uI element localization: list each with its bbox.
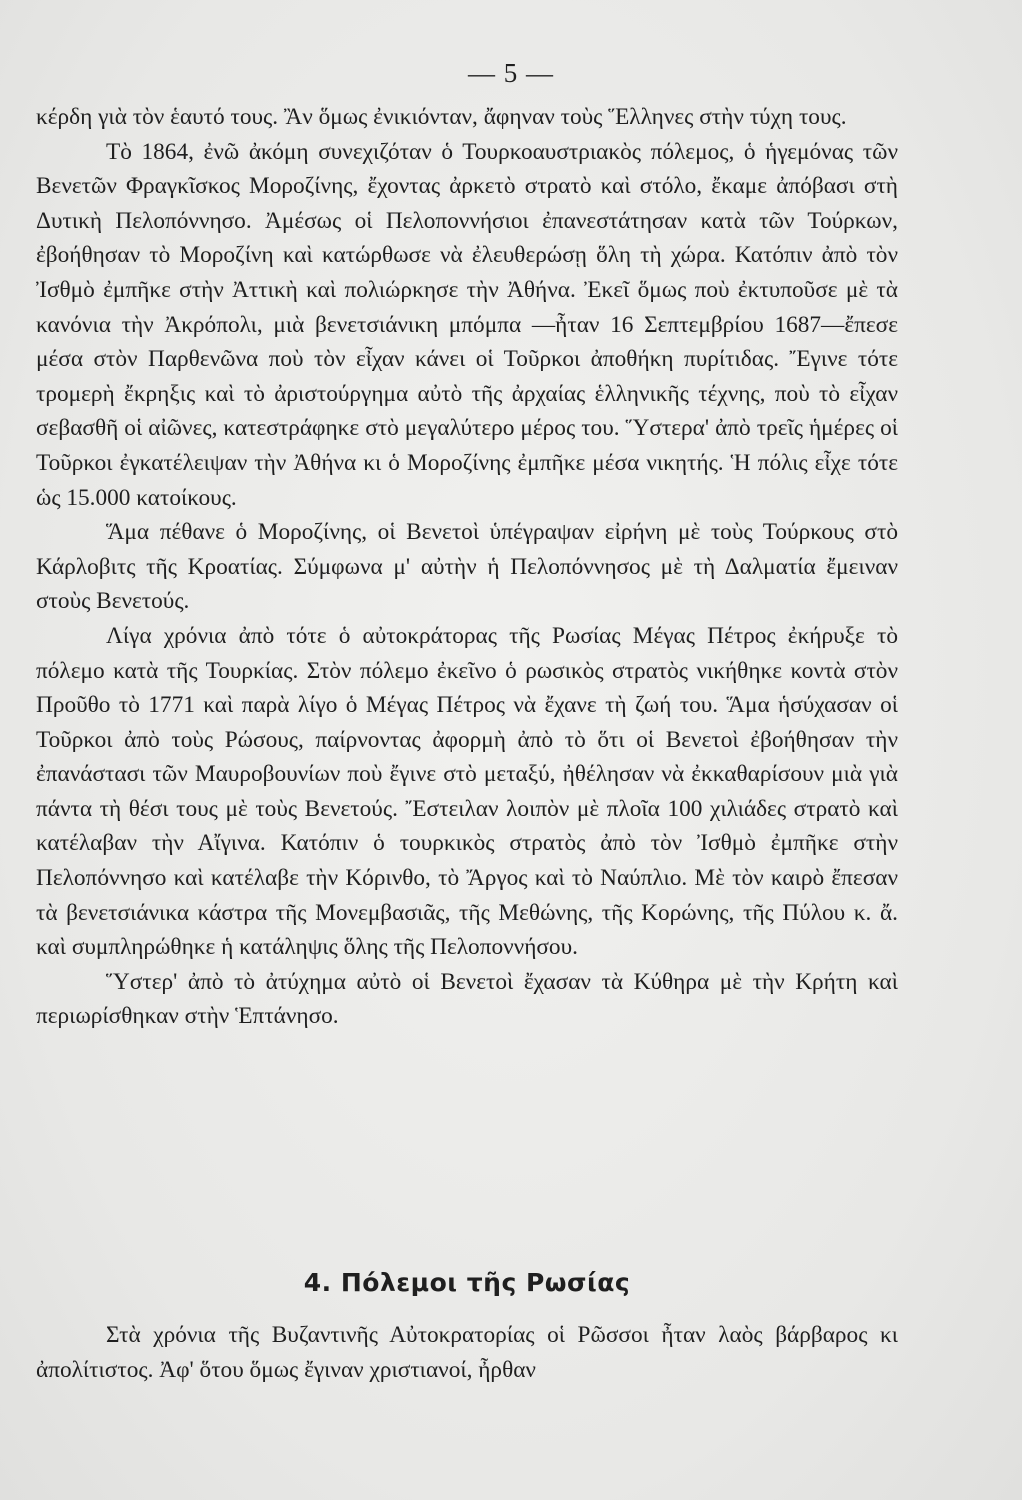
paragraph: Ὕστερ' ἀπὸ τὸ ἀτύχημα αὐτὸ οἱ Βενετοὶ ἔχασαν τὰ Κύθηρα μὲ τὴν Κρήτη καὶ περιωρίσθηκαν στὴν Ἑπτάνησο. [36, 968, 898, 1030]
paragraph: Ἅμα πέθανε ὁ Μοροζίνης, οἱ Βενετοὶ ὑπέγραψαν εἰρήνη μὲ τοὺς Τούρκους στὸ Κάρλοβιτς τῆς Κροατίας. Σύμφωνα μ' αὐτὴν ἡ Πελοπόννησος μὲ τὴ Δαλματία ἔμειναν στοὺς Βενετούς. [36, 519, 898, 615]
section-text [36, 1318, 898, 1387]
paragraph: κέρδη γιὰ τὸν ἑαυτό τους. Ἂν ὅμως ἐνικιόνταν, ἄφηναν τοὺς Ἕλληνες στὴν τύχη τους. [36, 104, 847, 130]
paragraph: Τὸ 1864, ἐνῶ ἀκόμη συνεχιζόταν ὁ Τουρκοαυστριακὸς πόλεμος, ὁ ἡγεμόνας τῶν Βενετῶν Φραγκῖσκος Μοροζίνης, ἔχοντας ἀρκετὸ στρατὸ καὶ στόλο, ἔκαμε ἀπόβασι στὴ Δυτικὴ Πελοπόννησο. Ἀμέσως οἱ Πελοποννήσιοι ἐπανεστάτησαν κατὰ τῶν Τούρκων, ἐβοήθησαν τὸ Μοροζίνη καὶ κατώρθωσε νὰ ἐλευθερώσῃ ὅλη τὴ χώρα. Κατόπιν ἀπὸ τὸν Ἰσθμὸ ἐμπῆκε στὴν Ἀττικὴ καὶ πολιώρκησε τὴν Ἀθήνα. Ἐκεῖ ὅμως ποὺ ἐκτυποῦσε μὲ τὰ κανόνια τὴν Ἀκρόπολι, μιὰ βενετσιάνικη μπόμπα —ἦταν 16 Σεπτεμβρίου 1687—ἔπεσε μέσα στὸν Παρθενῶνα ποὺ τὸν εἶχαν κάνει οἱ Τοῦρκοι ἀποθήκη πυρίτιδας. Ἔγινε τότε τρομερὴ ἔκρηξις καὶ τὸ ἀριστούργημα αὐτὸ τῆς ἀρχαίας ἑλληνικῆς τέχνης, ποὺ τὸ εἶχαν σεβασθῆ οἱ αἰῶνες, κατεστράφηκε στὸ μεγαλύτερο μέρος του. Ὕστερα' ἀπὸ τρεῖς ἡμέρες οἱ Τοῦρκοι ἐγκατέλειψαν τὴν Ἀθήνα κι ὁ Μοροζίνης ἐμπῆκε μέσα νικητής. Ἡ πόλις εἶχε τότε ὡς 15.000 κατοίκους. [36, 138, 898, 511]
section-heading: 4. Πόλεμοι τῆς Ρωσίας [303, 1268, 631, 1297]
paragraph: Λίγα χρόνια ἀπὸ τότε ὁ αὐτοκράτορας τῆς Ρωσίας Μέγας Πέτρος ἐκήρυξε τὸ πόλεμο κατὰ τῆς Τουρκίας. Στὸν πόλεμο ἐκεῖνο ὁ ρωσικὸς στρατὸς νικήθηκε κοντὰ στὸν Προῦθο τὸ 1771 καὶ παρὰ λίγο ὁ Μέγας Πέτρος νὰ ἔχανε τὴ ζωή του. Ἅμα ἡσύχασαν οἱ Τοῦρκοι ἀπὸ τοὺς Ρώσους, παίρνοντας ἀφορμὴ ἀπὸ τὸ ὅτι οἱ Βενετοὶ ἐβοήθησαν τὴν ἐπανάστασι τῶν Μαυροβουνίων ποὺ ἔγινε στὸ μεταξύ, ἠθέλησαν νὰ ἐκκαθαρίσουν μιὰ γιὰ πάντα τὴ θέσι τους μὲ τοὺς Βενετούς. Ἔστειλαν λοιπὸν μὲ πλοῖα 100 χιλιάδες στρατὸ καὶ κατέλαβαν τὴν Αἴγινα. Κατόπιν ὁ τουρκικὸς στρατὸς ἀπὸ τὸν Ἰσθμὸ ἐμπῆκε στὴν Πελοπόννησο καὶ κατέλαβε τὴν Κόρινθο, τὸ Ἄργος καὶ τὸ Ναύπλιο. Μὲ τὸν καιρὸ ἔπεσαν τὰ βενετσιάνικα κάστρα τῆς Μονεμβασιᾶς, τῆς Μεθώνης, τῆς Κορώνης, τῆς Πύλου κ. ἄ. καὶ συμπληρώθηκε ἡ κατάληψις ὅλης τῆς Πελοποννήσου. [36, 622, 898, 961]
paragraph: Στὰ χρόνια τῆς Βυζαντινῆς Αὐτοκρατορίας οἱ Ρῶσσοι ἦταν λαὸς βάρβαρος κι ἀπολίτιστος. Ἀφ' ὅτου ὅμως ἔγιναν χριστιανοί, ἦρθαν [36, 1322, 898, 1383]
body-text [36, 100, 898, 1034]
page-number: — 5 — [468, 58, 554, 88]
